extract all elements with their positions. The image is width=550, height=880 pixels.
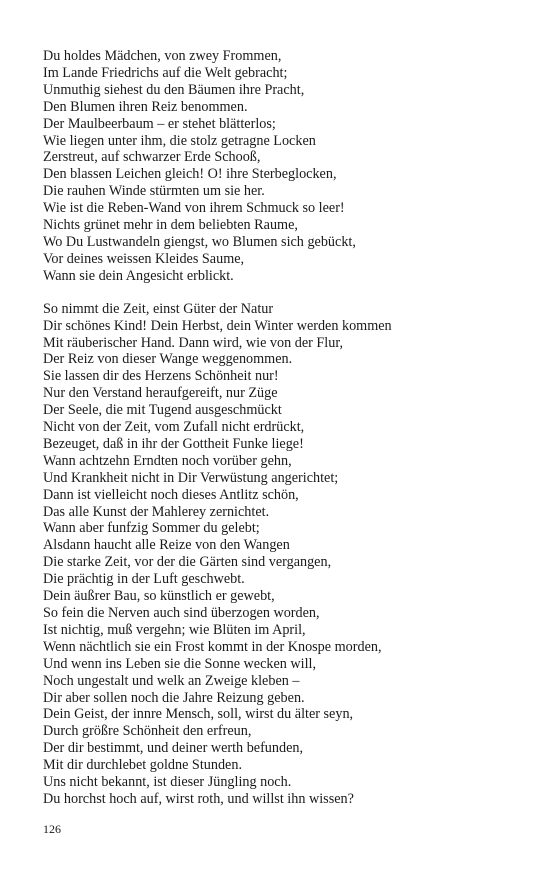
poem-line: Nicht von der Zeit, vom Zufall nicht erdrückt, xyxy=(43,419,305,436)
poem-line: Dir aber sollen noch die Jahre Reizung geben. xyxy=(43,689,305,706)
poem-line: Du holdes Mädchen, von zwey Frommen, xyxy=(43,48,282,64)
poem-line: Wo Du Lustwandeln giengst, wo Blumen sich gebückt, xyxy=(43,233,356,250)
poem-line: Nur den Verstand heraufgereift, nur Züge xyxy=(43,385,278,402)
poem-line: So nimmt die Zeit, einst Güter der Natur xyxy=(43,300,274,317)
poem-line: Alsdann haucht alle Reize von den Wangen xyxy=(43,537,290,554)
page-number: 126 xyxy=(43,822,61,836)
poem-line: Wenn nächtlich sie ein Frost kommt in der Knospe morden, xyxy=(43,638,382,655)
poem-line: Dein Geist, der innre Mensch, soll, wirst du älter seyn, xyxy=(43,706,354,723)
poem-line: Vor deines weissen Kleides Saume, xyxy=(43,250,245,267)
stanza-2 xyxy=(43,301,523,808)
poem-line: Sie lassen dir des Herzens Schönheit nur! xyxy=(43,368,279,385)
poem-line: Der Maulbeerbaum – er stehet blätterlos; xyxy=(43,115,276,132)
poem-line: Unmuthig siehest du den Bäumen ihre Pracht, xyxy=(43,81,305,98)
poem-line: Ist nichtig, muß vergehn; wie Blüten im April, xyxy=(43,621,306,638)
poem-line: Nichts grünet mehr in dem beliebten Raume, xyxy=(43,217,298,234)
poem-line: Den blassen Leichen gleich! O! ihre Sterbeglocken, xyxy=(43,166,337,183)
poem-line: Die rauhen Winde stürmten um sie her. xyxy=(43,183,265,200)
poem-line: So fein die Nerven auch sind überzogen worden, xyxy=(43,605,320,621)
poem-line: Wann sie dein Angesicht erblickt. xyxy=(43,267,234,284)
poem-line: Wie ist die Reben-Wand von ihrem Schmuck so leer! xyxy=(43,200,345,217)
poem-line: Uns nicht bekannt, ist dieser Jüngling noch. xyxy=(43,774,292,791)
poem-line: Mit dir durchlebet goldne Stunden. xyxy=(43,757,242,774)
poem-line: Wie liegen unter ihm, die stolz getragne Locken xyxy=(43,132,316,149)
poem-line: Der Reiz von dieser Wange weggenommen. xyxy=(43,351,293,368)
poem-line: Dir schönes Kind! Dein Herbst, dein Winter werden kommen xyxy=(43,317,392,334)
poem-line: Wann achtzehn Erndten noch vorüber gehn, xyxy=(43,452,292,469)
poem-line: Der dir bestimmt, und deiner werth befunden, xyxy=(43,740,304,757)
poem-text xyxy=(43,48,523,808)
poem-line: Du horchst hoch auf, wirst roth, und willst ihn wissen? xyxy=(43,790,354,807)
poem-line: Die prächtig in der Luft geschwebt. xyxy=(43,571,245,588)
poem-line: Das alle Kunst der Mahlerey zernichtet. xyxy=(43,503,270,520)
poem-line: Bezeuget, daß in ihr der Gottheit Funke liege! xyxy=(43,435,304,452)
poem-line: Und wenn ins Leben sie die Sonne wecken will, xyxy=(43,655,317,672)
stanza-1 xyxy=(43,48,523,285)
poem-line: Zerstreut, auf schwarzer Erde Schooß, xyxy=(43,149,261,166)
poem-line: Und Krankheit nicht in Dir Verwüstung angerichtet; xyxy=(43,469,339,486)
poem-line: Wann aber funfzig Sommer du gelebt; xyxy=(43,520,260,537)
poem-line: Der Seele, die mit Tugend ausgeschmückt xyxy=(43,402,282,419)
poem-line: Dann ist vielleicht noch dieses Antlitz schön, xyxy=(43,486,299,503)
poem-line: Dein äußrer Bau, so künstlich er gewebt, xyxy=(43,588,275,605)
poem-line: Noch ungestalt und welk an Zweige kleben – xyxy=(43,672,300,689)
poem-line: Im Lande Friedrichs auf die Welt gebracht; xyxy=(43,64,288,81)
poem-line: Mit räuberischer Hand. Dann wird, wie von der Flur, xyxy=(43,334,344,351)
poem-line: Den Blumen ihren Reiz benommen. xyxy=(43,98,248,115)
poem-line: Durch größre Schönheit den erfreun, xyxy=(43,723,252,740)
poem-line: Die starke Zeit, vor der die Gärten sind vergangen, xyxy=(43,554,332,571)
